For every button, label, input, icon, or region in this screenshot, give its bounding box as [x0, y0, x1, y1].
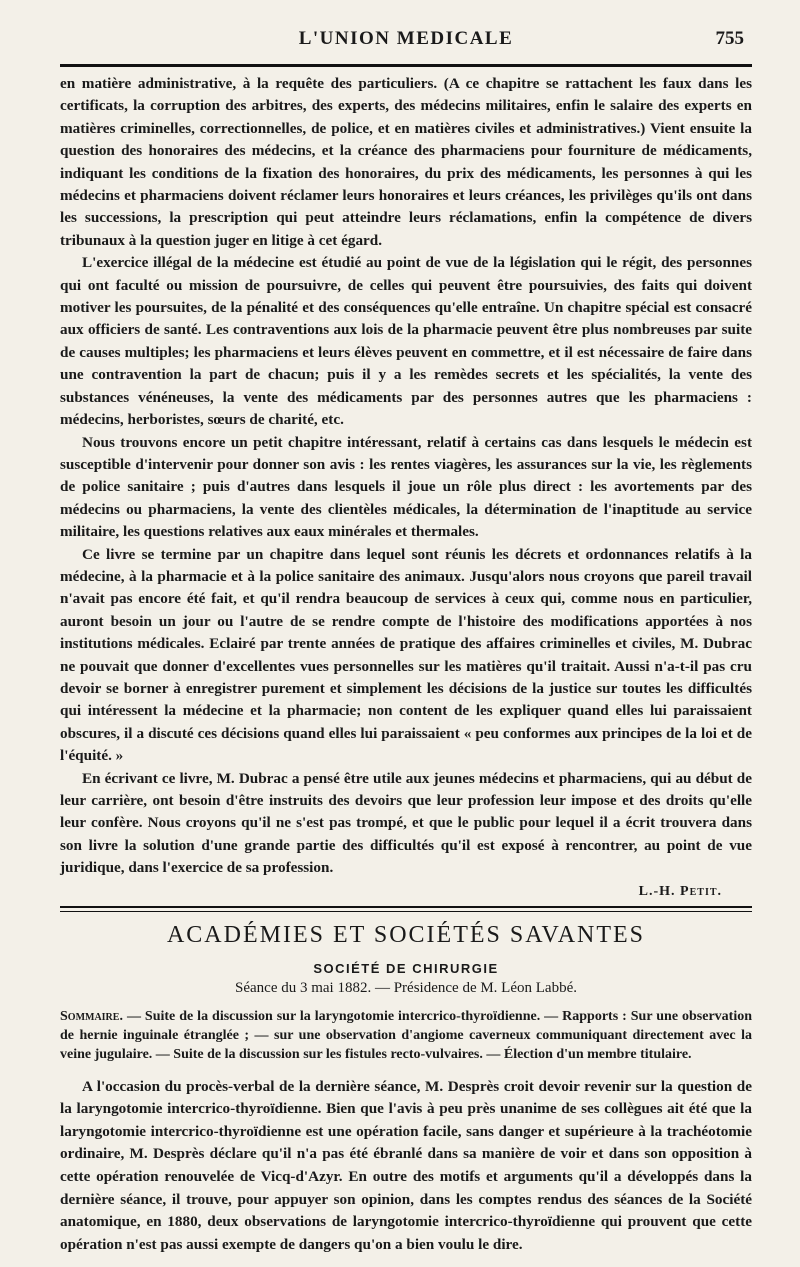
- section-rule: [60, 906, 752, 912]
- session-line: Séance du 3 mai 1882. — Présidence de M. Léon Labbé.: [235, 979, 577, 996]
- review-paragraph-2: L'exercice illégal de la médecine est étudié au point de vue de la législation qui le régit, des personnes qui ont faculté ou mission de poursuivre, de celles qui peuvent être poursuivies, des faits qui doivent motiver les poursuites, de la pénalité et des conséquences qu'elle entraîne. Un chapitre spécial est consacré aux officiers de santé. Les contraventions aux lois de la pharmacie peuvent être plus nombreuses par suite de causes multiples; les pharmaciens et leurs élèves peuvent en commettre, et il est nécessaire de faire dans une contravention la part de chacun; puis il y a les remèdes secrets et les spécialités, la vente des substances vénéneuses, la vente des médicaments par des personnes autres que les pharmaciens : médecins, herboristes, sœurs de charité, etc.: [60, 254, 752, 429]
- header-rule: [60, 64, 752, 67]
- section-title: ACADÉMIES ET SOCIÉTÉS SAVANTES: [166, 921, 646, 948]
- session-summary: [60, 1007, 752, 1064]
- review-paragraph-3: Nous trouvons encore un petit chapitre intéressant, relatif à certains cas dans lesquels le médecin est susceptible d'intervenir pour donner son avis : les rentes viagères, les assurances sur la vie, les règlements de police sanitaire ; puis d'autres dans lesquels il joue un rôle plus direct : les avortements par des médecins ou pharmaciens, la vente des clientèles médicales, la détermination de l'inaptitude au service militaire, les questions relatives aux eaux minérales et thermales.: [60, 433, 752, 541]
- society-name: SOCIÉTÉ DE CHIRURGIE: [313, 960, 499, 976]
- journal-title: L'UNION MEDICALE: [298, 28, 514, 49]
- session-paragraph: A l'occasion du procès-verbal de la dernière séance, M. Desprès croit devoir revenir sur la question de la laryngotomie intercrico-thyroïdienne. Bien que l'avis à peu près unanime de ses collègues ait été que la laryngotomie intercrico-thyroïdienne est une opération facile, sans danger et supérieure à la trachéotomie ordinaire, M. Desprès déclare qu'il n'a pas été ébranlé dans sa manière de voir et dans son opposition à cette opération renouvelée de Vicq-d'Azyr. En outre des motifs et arguments qu'il a développés dans la dernière séance, il trouve, pour appuyer son opinion, dans les comptes rendus des séances de la Société anatomique, en 1880, deux observations de laryngotomie intercrico-thyroïdienne qui prouvent que cette opération n'est pas aussi exempte de dangers qu'on a bien voulu le dire.: [60, 1077, 752, 1253]
- running-head: [60, 0, 752, 64]
- summary-label: Sommaire.: [60, 1008, 123, 1024]
- review-paragraph-4: Ce livre se termine par un chapitre dans lequel sont réunis les décrets et ordonnances relatifs à la médecine, à la pharmacie et à la police sanitaire des animaux. Jusqu'alors nous croyons que pareil travail n'avait pas encore été fait, et qu'il rendra beaucoup de services à ceux qui, comme nous en particulier, auront besoin un jour ou l'autre de se rendre compte de l'histoire des modifications apportées à nos institutions médicales. Eclairé par trente années de pratique des affaires criminelles et civiles, M. Dubrac ne pouvait que donner d'excellentes vues personnelles sur les matières qu'il traitait. Aussi n'a-t-il pas cru devoir se borner à enregistrer purement et simplement les décisions de la justice sur toutes les difficultés qui intéressent la médecine et la pharmacie; non content de les expliquer quand elles lui paraissaient obscures, il a discuté ces décisions quand elles lui paraissaient « peu conformes aux principes de la loi et de l'équité. »: [60, 545, 752, 765]
- review-paragraph-5: En écrivant ce livre, M. Dubrac a pensé être utile aux jeunes médecins et pharmaciens, qui au début de leur carrière, ont besoin d'être instruits des devoirs que leur profession leur impose et des droits qu'elle leur confère. Nous croyons qu'il ne s'est pas trompé, et que le public pour lequel il a écrit trouvera dans son livre la solution d'une grande partie des difficultés qu'il est exposé à rencontrer, au point de vue juridique, dans l'exercice de sa profession.: [60, 769, 752, 877]
- page-number: 755: [715, 28, 744, 49]
- summary-text: — Suite de la discussion sur la laryngotomie intercrico-thyroïdienne. — Rapports : Sur une observation de hernie inguinale étranglée ; — sur une observation d'angiome caverneux communiquant directement avec la veine jugulaire. — Suite de la discussion sur les fistules recto-vulvaires. — Élection d'un membre titulaire.: [60, 1008, 753, 1062]
- academies-section: [60, 922, 752, 1257]
- book-review: [60, 73, 752, 900]
- review-signature: L.-H. Petit.: [638, 883, 722, 899]
- review-paragraph-1: en matière administrative, à la requête des particuliers. (A ce chapitre se rattachent les faux dans les certificats, la corruption des arbitres, des experts, des médecins militaires, enfin le salaire des experts en matières criminelles, correctionnelles, de police, et en matières civiles et administratives.) Vient ensuite la question des honoraires des médecins, et la créance des pharmaciens pour fourniture de médicaments, indiquant les conditions de la fixation des honoraires, du prix des médicaments, les personnes à qui les médecins et pharmaciens doivent réclamer leurs honoraires et leurs créances, les privilèges qu'ils ont dans les successions, la prescription qui peut atteindre leurs réclamations, enfin la compétence de divers tribunaux à la question juger en litige à cet égard.: [60, 75, 752, 249]
